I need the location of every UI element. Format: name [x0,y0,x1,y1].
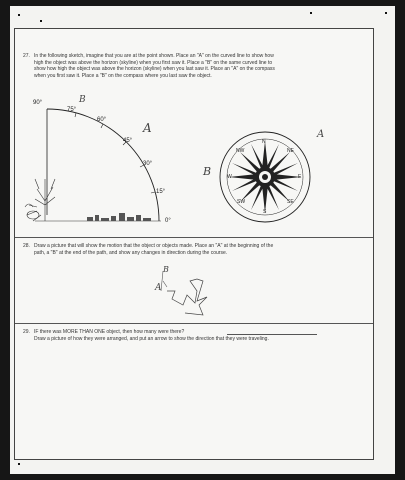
motion-path-layer [15,29,373,459]
answer-line [227,334,317,335]
section-divider [15,323,373,324]
compass-label-ne: NE [287,148,294,154]
angle-label-30: 30° [143,161,153,167]
compass-label-nw: NW [236,148,245,154]
compass-label-n: N [262,139,266,145]
question-number: 29. [23,329,30,335]
question-text: show how high the object was above the horizon (skyline) when you last saw it. Place an "A" on the compass [34,66,275,72]
compass-label-w: W [227,174,232,180]
compass-label-se: SE [287,199,294,205]
question-text: Draw a picture that will show the motion that the object or objects made. Place an "A" at the beginning of the [34,243,274,249]
scan-mark [18,14,20,16]
handwritten-b-path: B [163,265,169,274]
handwritten-a-arc: A [143,121,152,135]
angle-label-45: 45° [123,138,133,144]
handwritten-a-path: A [155,283,162,293]
compass-label-sw: SW [237,199,246,205]
question-text: IF there was MORE THAN ONE object, then how many were there? [34,329,185,335]
handwritten-a-compass: A [317,129,325,140]
question-text: Draw a picture of how they were arranged, and put an arrow to show the direction that they were traveling. [34,335,269,342]
motion-path-line [167,279,207,315]
question-number: 28. [23,243,30,249]
handwritten-b-compass: B [203,165,212,178]
questionnaire-form [14,28,374,460]
question-text: high the object was above the horizon (skyline) when you first saw it. Place a "B" on the same curved line to [34,59,273,66]
question-text: path, a "B" at the end of the path, and show any changes in direction during the course. [34,249,228,256]
compass-label-e: E [298,174,302,180]
angle-label-15: 15° [156,189,166,195]
scan-mark [310,12,312,14]
question-number: 27. [23,53,30,59]
handwritten-b-arc: B [79,95,86,105]
angle-label-90: 90° [33,100,43,106]
question-text: when you first saw it. Place a "B" on the compass where you last saw the object. [34,72,212,79]
question-text: In the following sketch, imagine that you are at the point shown. Place an "A" on the curved line to show how [34,53,274,59]
angle-label-75: 75° [67,107,77,113]
scan-mark [18,463,20,465]
scan-mark [40,20,42,22]
scan-mark [385,12,387,14]
angle-label-0: 0° [165,218,171,224]
compass-label-s: S [263,209,267,215]
angle-label-60: 60° [97,117,107,123]
